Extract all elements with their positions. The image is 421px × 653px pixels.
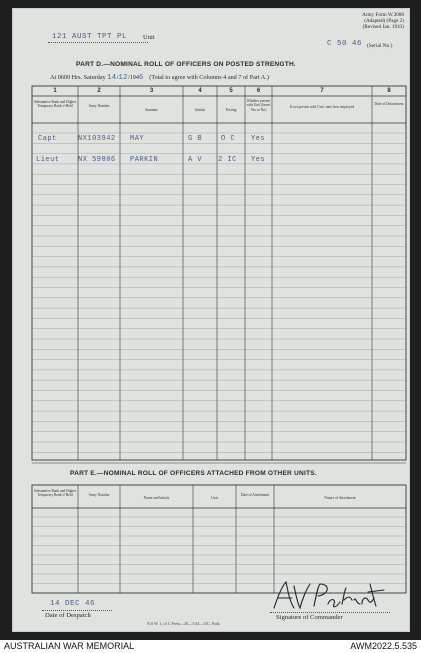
col-num-8: 8: [387, 88, 391, 94]
row-surname: PARKIN: [130, 156, 159, 164]
army-form-page: [12, 8, 410, 632]
serial-number: C 50 46: [327, 40, 363, 48]
row-present: Yes: [251, 156, 266, 164]
signature-underline: [270, 612, 390, 613]
form-adapted: (Adapted) (Page 2): [364, 18, 404, 24]
date-day: 14: [107, 74, 117, 82]
unit-label: Unit: [143, 34, 155, 41]
date-year-digit: 6: [138, 74, 144, 82]
col-num-2: 2: [97, 88, 101, 94]
date-year-prefix: 194: [129, 74, 139, 81]
e-col-header-date: Date of Attachment: [240, 493, 270, 497]
col-header-initials: Initials: [195, 108, 205, 112]
col-num-6: 6: [256, 88, 261, 94]
printer-imprint: N.S.W. 1, of C Press—20—1/44—13C. Pads.: [147, 621, 221, 626]
col-header-employed: If not present with Unit, state how employed: [289, 105, 355, 109]
col-header-army-number: Army Number: [88, 104, 110, 108]
row-rank: Capt: [38, 135, 57, 143]
caption-accession: AWM2022.5.535: [350, 641, 417, 651]
col-header-rank: Substantive Rank and Higher Temporary Rank if Held: [33, 100, 77, 109]
row-army-number: NX 59806: [78, 156, 116, 164]
col-header-posting: Posting: [225, 108, 237, 112]
col-header-surname: Surname: [145, 108, 158, 112]
form-revised: (Revised Jan. 1943): [362, 24, 404, 30]
despatch-date: 14 DEC 46: [50, 600, 96, 608]
date-month: 12: [118, 74, 128, 82]
col-header-detachment: Date of Detachment: [374, 102, 404, 106]
col-num-4: 4: [198, 88, 202, 94]
caption-bar: [0, 640, 421, 653]
unit-value: 121 AUST TPT PL: [52, 33, 128, 41]
signature-label: Signature of Commander: [276, 614, 343, 621]
col-header-present: Whether present with Unit (Insert Yes or No): [246, 99, 271, 112]
e-col-header-rank: Substantive Rank and Higher Temporary Rank if Held: [33, 489, 77, 498]
at-prefix: At 0600 Hrs. Saturday: [50, 74, 106, 81]
e-col-header-nature: Nature of Attachment: [324, 496, 356, 500]
commander-signature: [270, 578, 390, 614]
part-d-date-line: At 0600 Hrs. Saturday 14/12/1946 (Total to agree with Columns 4 and 7 of Part A.): [50, 74, 269, 82]
row-initials: A V: [188, 156, 203, 164]
row-posting: O C: [221, 135, 236, 143]
row-posting: 2 IC: [218, 156, 237, 164]
col-num-7: 7: [320, 88, 324, 94]
serial-label: (Serial No.): [367, 43, 393, 49]
total-note: (Total to agree with Columns 4 and 7 of Part A.): [149, 74, 269, 81]
e-col-header-unit: Unit: [211, 496, 218, 500]
e-col-header-army-number: Army Number: [88, 493, 110, 497]
part-e-title: PART E.—NOMINAL ROLL OF OFFICERS ATTACHED FROM OTHER UNITS.: [70, 470, 317, 477]
caption-institution: AUSTRALIAN WAR MEMORIAL: [4, 641, 135, 651]
e-col-header-name: Name and Initials: [143, 496, 170, 500]
row-initials: G B: [188, 135, 203, 143]
row-present: Yes: [251, 135, 266, 143]
despatch-underline: [42, 610, 112, 611]
col-num-5: 5: [229, 88, 233, 94]
col-num-1: 1: [53, 88, 57, 94]
row-surname: MAY: [130, 135, 145, 143]
row-rank: Lieut: [36, 156, 60, 164]
despatch-label: Date of Despatch: [45, 612, 91, 619]
part-d-title: PART D.—NOMINAL ROLL OF OFFICERS ON POSTED STRENGTH.: [76, 61, 296, 68]
row-army-number: NX103942: [78, 135, 116, 143]
form-number: Army Form W.3008: [362, 12, 404, 18]
col-num-3: 3: [149, 88, 154, 94]
